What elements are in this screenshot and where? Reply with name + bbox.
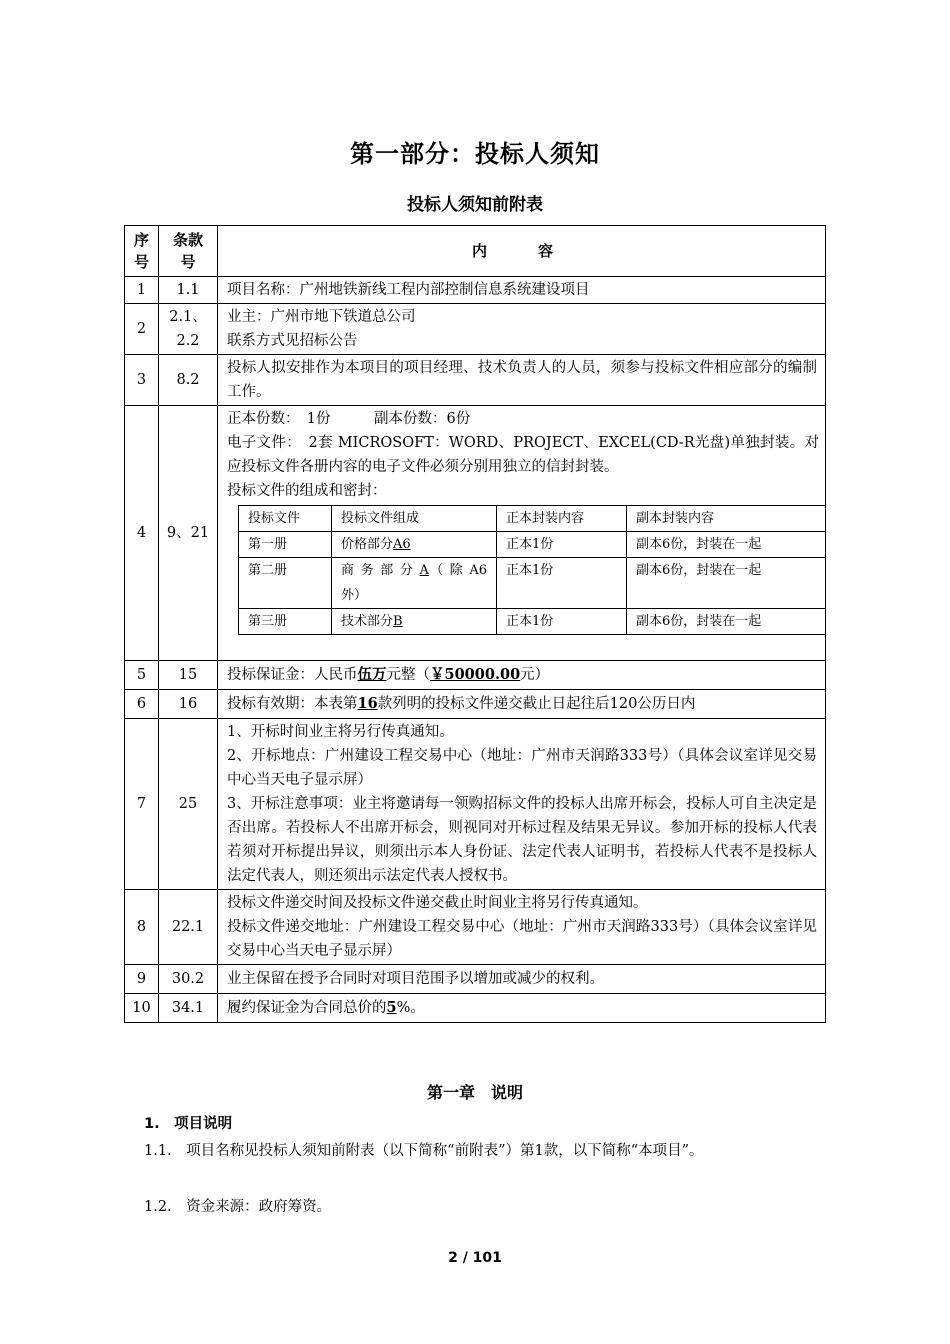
table-header-row [125, 226, 826, 277]
sealing-volume: 第二册 [239, 558, 332, 609]
table-row [125, 890, 826, 965]
paragraph: 1.1. 项目名称见投标人须知前附表（以下简称“前附表”）第1款，以下简称“本项目”。 [144, 1143, 704, 1159]
sealing-row [239, 609, 826, 635]
row-clause: 1.1 [159, 277, 218, 304]
header-seq: 序号 [125, 226, 159, 277]
row-content: 正本份数： 1份 副本份数：6份 电子文件： 2套 MICROSOFT：WORD、PROJECT、EXCEL(CD-R光盘)单独封装。对应投标文件各册内容的电子文件必须分别用独立的信封封装。 投标文件的组成和密封： 投标文件 投标文件组成 正本封装内容 副本封装内容 第一册 价格部分A6 正本1份 副本6份，封装在一起 第二册 商 务 部 分 A（ 除 A6外） 正本1份 副本6份，封装在一起 第三册 技术部分B 正本1份 副本6份，封装在一起 [218, 406, 826, 661]
sealing-table [238, 505, 826, 635]
header-clause: 条款号 [159, 226, 218, 277]
sub-title: 1. 项目说明 [144, 1116, 233, 1132]
row-seq: 7 [125, 719, 159, 890]
row-seq: 6 [125, 690, 159, 719]
table-row [125, 965, 826, 994]
paragraph: 1.2. 资金来源：政府筹资。 [144, 1199, 332, 1215]
sealing-composition: 价格部分A6 [332, 532, 497, 558]
row-clause: 34.1 [159, 994, 218, 1023]
sealing-row [239, 558, 826, 609]
table-row [125, 406, 826, 661]
table-row [125, 994, 826, 1023]
row-seq: 4 [125, 406, 159, 661]
row-content: 项目名称：广州地铁新线工程内部控制信息系统建设项目 [218, 277, 826, 304]
row-clause: 8.2 [159, 355, 218, 406]
row-clause: 16 [159, 690, 218, 719]
sealing-original: 正本1份 [497, 558, 627, 609]
row-content: 履约保证金为合同总价的5%。 [218, 994, 826, 1023]
row-seq: 5 [125, 661, 159, 690]
instructions-table [124, 225, 826, 1023]
row-content: 投标人拟安排作为本项目的项目经理、技术负责人的人员，须参与投标文件相应部分的编制工作。 [218, 355, 826, 406]
table-row [125, 719, 826, 890]
sealing-header: 正本封装内容 [497, 506, 627, 532]
table-row [125, 355, 826, 406]
row-seq: 3 [125, 355, 159, 406]
page-title: 第一部分：投标人须知 [350, 140, 600, 168]
sealing-volume: 第一册 [239, 532, 332, 558]
row-content: 投标保证金：人民币伍万元整（￥50000.00元） [218, 661, 826, 690]
row-content: 业主保留在授予合同时对项目范围予以增加或减少的权利。 [218, 965, 826, 994]
row-content: 业主：广州市地下铁道总公司 联系方式见招标公告 [218, 304, 826, 355]
row-seq: 1 [125, 277, 159, 304]
sealing-original: 正本1份 [497, 532, 627, 558]
sealing-header-row [239, 506, 826, 532]
sealing-row [239, 532, 826, 558]
row-content: 投标有效期：本表第16款列明的投标文件递交截止日起往后120公历日内 [218, 690, 826, 719]
row-content: 投标文件递交时间及投标文件递交截止时间业主将另行传真通知。 投标文件递交地址：广州建设工程交易中心（地址：广州市天润路333号）（具体会议室详见交易中心当天电子显示屏） [218, 890, 826, 965]
row-seq: 9 [125, 965, 159, 994]
row-clause: 30.2 [159, 965, 218, 994]
section-title: 第一章 说明 [426, 1083, 523, 1102]
sealing-copies: 副本6份，封装在一起 [627, 609, 826, 635]
table-row [125, 690, 826, 719]
row-clause: 25 [159, 719, 218, 890]
header-content: 内 容 [218, 226, 826, 277]
table-row [125, 277, 826, 304]
table-title: 投标人须知前附表 [407, 195, 543, 215]
table-row [125, 661, 826, 690]
row-clause: 15 [159, 661, 218, 690]
row-clause: 9、21 [159, 406, 218, 661]
page-number: 2 / 101 [448, 1250, 502, 1266]
row-seq: 2 [125, 304, 159, 355]
sealing-composition: 技术部分B [332, 609, 497, 635]
row-clause: 2.1、2.2 [159, 304, 218, 355]
sealing-composition: 商 务 部 分 A（ 除 A6外） [332, 558, 497, 609]
table-row [125, 304, 826, 355]
row-content: 1、开标时间业主将另行传真通知。 2、开标地点：广州建设工程交易中心（地址：广州市天润路333号）（具体会议室详见交易中心当天电子显示屏） 3、开标注意事项：业主将邀请每一领购招标文件的投标人出席开标会，投标人可自主决定是否出席。若投标人不出席开标会，则视同对开标过程及结果无异议。参加开标的投标人代表若须对开标提出异议，则须出示本人身份证、法定代表人证明书，若投标人代表不是投标人法定代表人，则还须出示法定代表人授权书。 [218, 719, 826, 890]
sealing-header: 投标文件 [239, 506, 332, 532]
sealing-header: 副本封装内容 [627, 506, 826, 532]
sealing-volume: 第三册 [239, 609, 332, 635]
sealing-copies: 副本6份，封装在一起 [627, 558, 826, 609]
sealing-original: 正本1份 [497, 609, 627, 635]
row-clause: 22.1 [159, 890, 218, 965]
row-seq: 8 [125, 890, 159, 965]
row-seq: 10 [125, 994, 159, 1023]
sealing-copies: 副本6份，封装在一起 [627, 532, 826, 558]
sealing-header: 投标文件组成 [332, 506, 497, 532]
